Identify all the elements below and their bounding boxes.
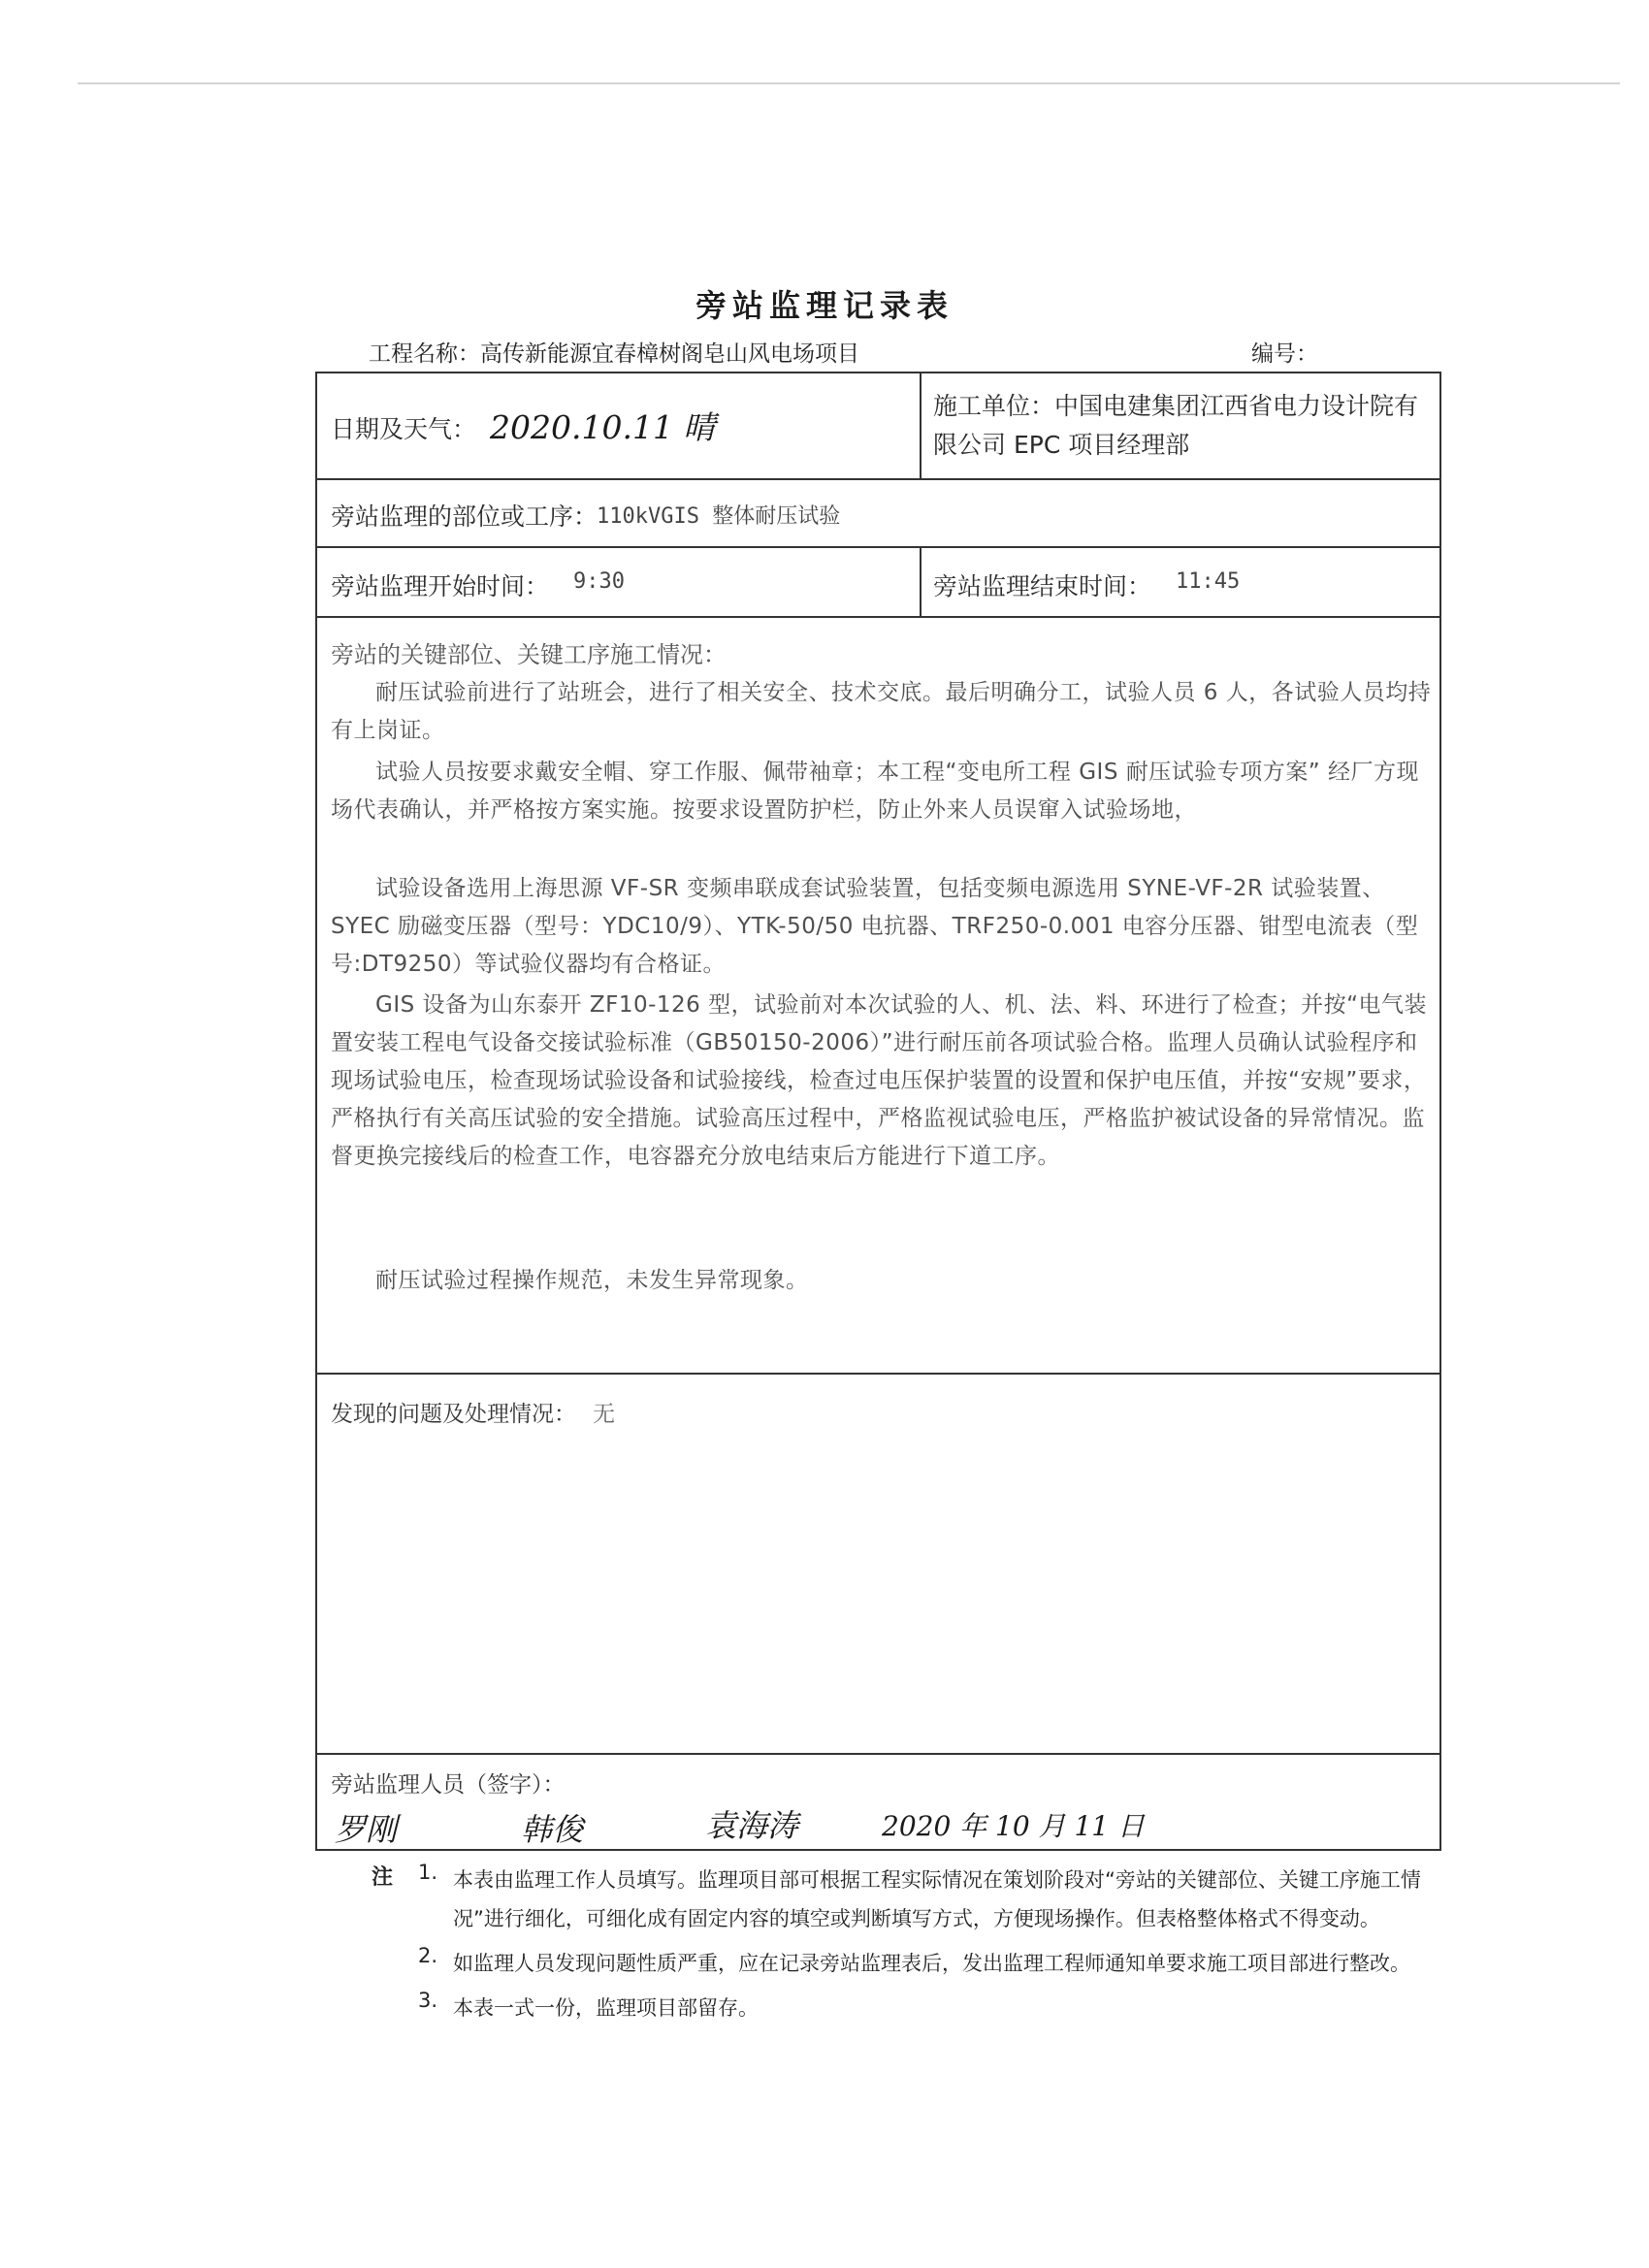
contractor-cell (922, 373, 1441, 478)
note-text: 如监理人员发现问题性质严重，应在记录旁站监理表后，发出监理工程师通知单要求施工项目部进行整改。 (453, 1952, 1410, 1975)
situation-title: 旁站的关键部位、关键工序施工情况： (331, 641, 727, 668)
end-time-label: 旁站监理结束时间： (933, 572, 1152, 600)
location-value: 110kVGIS 整体耐压试验 (597, 504, 841, 529)
note-item (372, 1944, 1448, 1983)
situation-paragraph: 试验设备选用上海思源 VF-SR 变频串联成套试验装置，包括变频电源选用 SYNE-VF-2R 试验装置、SYEC 励磁变压器（型号：YDC10/9）、YTK-50/50 电抗器、TRF250-0.001 电容分压器、钳型电流表（型号:DT9250）等试验仪器均有合格证。 (331, 876, 1419, 977)
supervision-form (315, 372, 1441, 1851)
row-signatures (317, 1753, 1439, 1850)
problems-value: 无 (593, 1402, 615, 1427)
project-name: 高传新能源宜春樟树阁皂山风电场项目 (480, 341, 859, 367)
project-label: 工程名称： (369, 341, 480, 367)
signature-name: 袁海涛 (705, 1807, 799, 1844)
row-times (317, 546, 1439, 616)
start-time-value: 9:30 (573, 569, 625, 594)
row-problems (317, 1373, 1439, 1753)
end-time-value: 11:45 (1176, 569, 1241, 594)
date-weather-label: 日期及天气： (331, 415, 477, 443)
situation-paragraph: 试验人员按要求戴安全帽、穿工作服、佩带袖章；本工程“变电所工程 GIS 耐压试验专项方案” 经厂方现场代表确认，并严格按方案实施。按要求设置防护栏，防止外来人员误窜入试验场地， (331, 760, 1419, 823)
note-text: 本表由监理工作人员填写。监理项目部可根据工程实际情况在策划阶段对“旁站的关键部位、关键工序施工情况”进行细化，可细化成有固定内容的填空或判断填写方式，方便现场操作。但表格整体格式不得变动。 (453, 1868, 1421, 1930)
signature-name: 罗刚 (335, 1811, 398, 1848)
notes-mark: 注 (372, 1865, 394, 1890)
serial-label: 编号： (1251, 341, 1318, 367)
signature-name: 韩俊 (521, 1811, 584, 1848)
problems-label: 发现的问题及处理情况： (331, 1402, 576, 1427)
note-number: 2. (418, 1944, 438, 1967)
signature-label: 旁站监理人员（签字）： (331, 1772, 566, 1798)
row-situation (317, 616, 1439, 1373)
row-location (317, 478, 1439, 546)
start-time-label: 旁站监理开始时间： (331, 572, 550, 600)
contractor-value: 中国电建集团江西省电力设计院有限公司 EPC 项目经理部 (933, 392, 1419, 459)
note-number: 1. (418, 1861, 438, 1884)
notes-section (372, 1861, 1448, 2033)
location-label: 旁站监理的部位或工序： (331, 502, 598, 531)
row-date-contractor (317, 373, 1439, 478)
start-time-cell (317, 548, 922, 616)
document-title: 旁站监理记录表 (695, 287, 954, 324)
signature-date: 2020 年 10 月 11 日 (882, 1810, 1146, 1842)
project-line (369, 336, 859, 368)
note-item (372, 1861, 1448, 1938)
note-item (372, 1989, 1448, 2027)
date-weather-value: 2020.10.11 晴 (490, 408, 716, 446)
scan-edge-line (78, 82, 1620, 84)
date-weather-cell (317, 373, 922, 478)
situation-paragraph: GIS 设备为山东泰开 ZF10-126 型，试验前对本次试验的人、机、法、料、环进行了检查；并按“电气装置安装工程电气设备交接试验标准（GB50150-2006）”进行耐压前各项试验合格。监理人员确认试验程序和现场试验电压，检查现场试验设备和试验接线，检查过电压保护装置的设置和保护电压值，并按“安规”要求，严格执行有关高压试验的安全措施。试验高压过程中，严格监视试验电压，严格监护被试设备的异常情况。监督更换完接线后的检查工作，电容器充分放电结束后方能进行下道工序。 (331, 992, 1428, 1169)
contractor-label: 施工单位： (933, 392, 1055, 420)
situation-paragraph: 耐压试验前进行了站班会，进行了相关安全、技术交底。最后明确分工，试验人员 6 人，各试验人员均持有上岗证。 (331, 680, 1432, 743)
end-time-cell (922, 548, 1441, 616)
situation-paragraph: 耐压试验过程操作规范，未发生异常现象。 (375, 1268, 809, 1293)
note-number: 3. (418, 1989, 438, 2012)
note-text: 本表一式一份，监理项目部留存。 (453, 1996, 759, 2020)
